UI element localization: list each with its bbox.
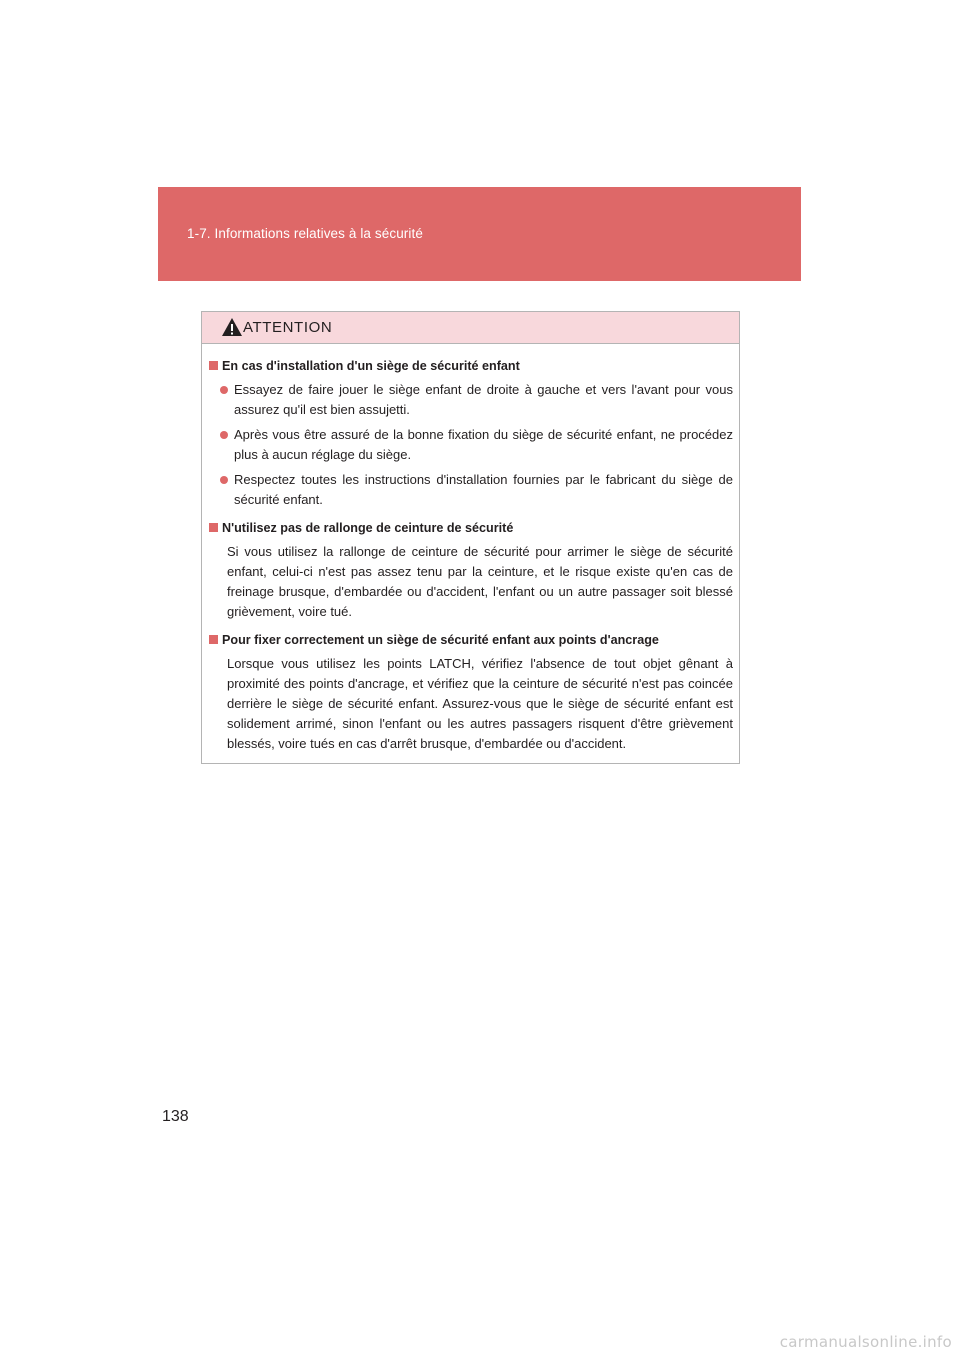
section-paragraph: Lorsque vous utilisez les points LATCH, vérifiez l'absence de tout objet gênant à proximité des points d'ancrage, et vérifiez que la ceinture de sécurité n'est pas coincée derrière le siège de sécurité enfant. Assurez-vous que le siège de sécurité enfant est solidement arrimé, sinon l'enfant ou les autres passagers risquent d'être grièvement blessés, voire tués en cas d'arrêt brusque, d'embardée ou d'accident. (227, 656, 733, 751)
section-heading (209, 518, 733, 538)
section-header-band (158, 187, 801, 281)
square-bullet-icon (209, 361, 218, 370)
section-heading (209, 630, 733, 650)
section-title: Pour fixer correctement un siège de sécurité enfant aux points d'ancrage (222, 633, 659, 647)
list-item-text: Essayez de faire jouer le siège enfant de droite à gauche et vers l'avant pour vous assurez qu'il est bien assujetti. (234, 382, 733, 417)
dot-bullet-icon (220, 386, 228, 394)
list-item-text: Après vous être assuré de la bonne fixation du siège de sécurité enfant, ne procédez plus à aucun réglage du siège. (234, 427, 733, 462)
watermark: carmanualsonline.info (779, 1333, 952, 1351)
square-bullet-icon (209, 523, 218, 532)
section-paragraph: Si vous utilisez la rallonge de ceinture de sécurité pour arrimer le siège de sécurité enfant, celui-ci n'est pas assez tenu par la ceinture, et le risque existe qu'en cas de freinage brusque, d'embardée ou d'accident, l'enfant ou un autre passager soit blessé grièvement, voire tué. (227, 544, 733, 619)
page-number: 138 (162, 1108, 189, 1125)
warning-section-extender (209, 518, 733, 622)
warning-section-install (209, 356, 733, 510)
warning-section-anchors (209, 630, 733, 754)
warning-box (201, 311, 740, 764)
section-heading (209, 356, 733, 376)
section-label: 1-7. Informations relatives à la sécurité (187, 226, 423, 241)
warning-body (202, 344, 739, 754)
square-bullet-icon (209, 635, 218, 644)
warning-header (202, 312, 739, 344)
warning-title: ATTENTION (243, 319, 333, 336)
list-item-text: Respectez toutes les instructions d'installation fournies par le fabricant du siège de sécurité enfant. (234, 472, 733, 507)
list-item (220, 425, 733, 465)
dot-bullet-icon (220, 431, 228, 439)
section-title: En cas d'installation d'un siège de sécurité enfant (222, 359, 520, 373)
list-item (220, 470, 733, 510)
dot-bullet-icon (220, 476, 228, 484)
warning-triangle-icon (221, 317, 243, 337)
section-title: N'utilisez pas de rallonge de ceinture de sécurité (222, 521, 514, 535)
list-item (220, 380, 733, 420)
